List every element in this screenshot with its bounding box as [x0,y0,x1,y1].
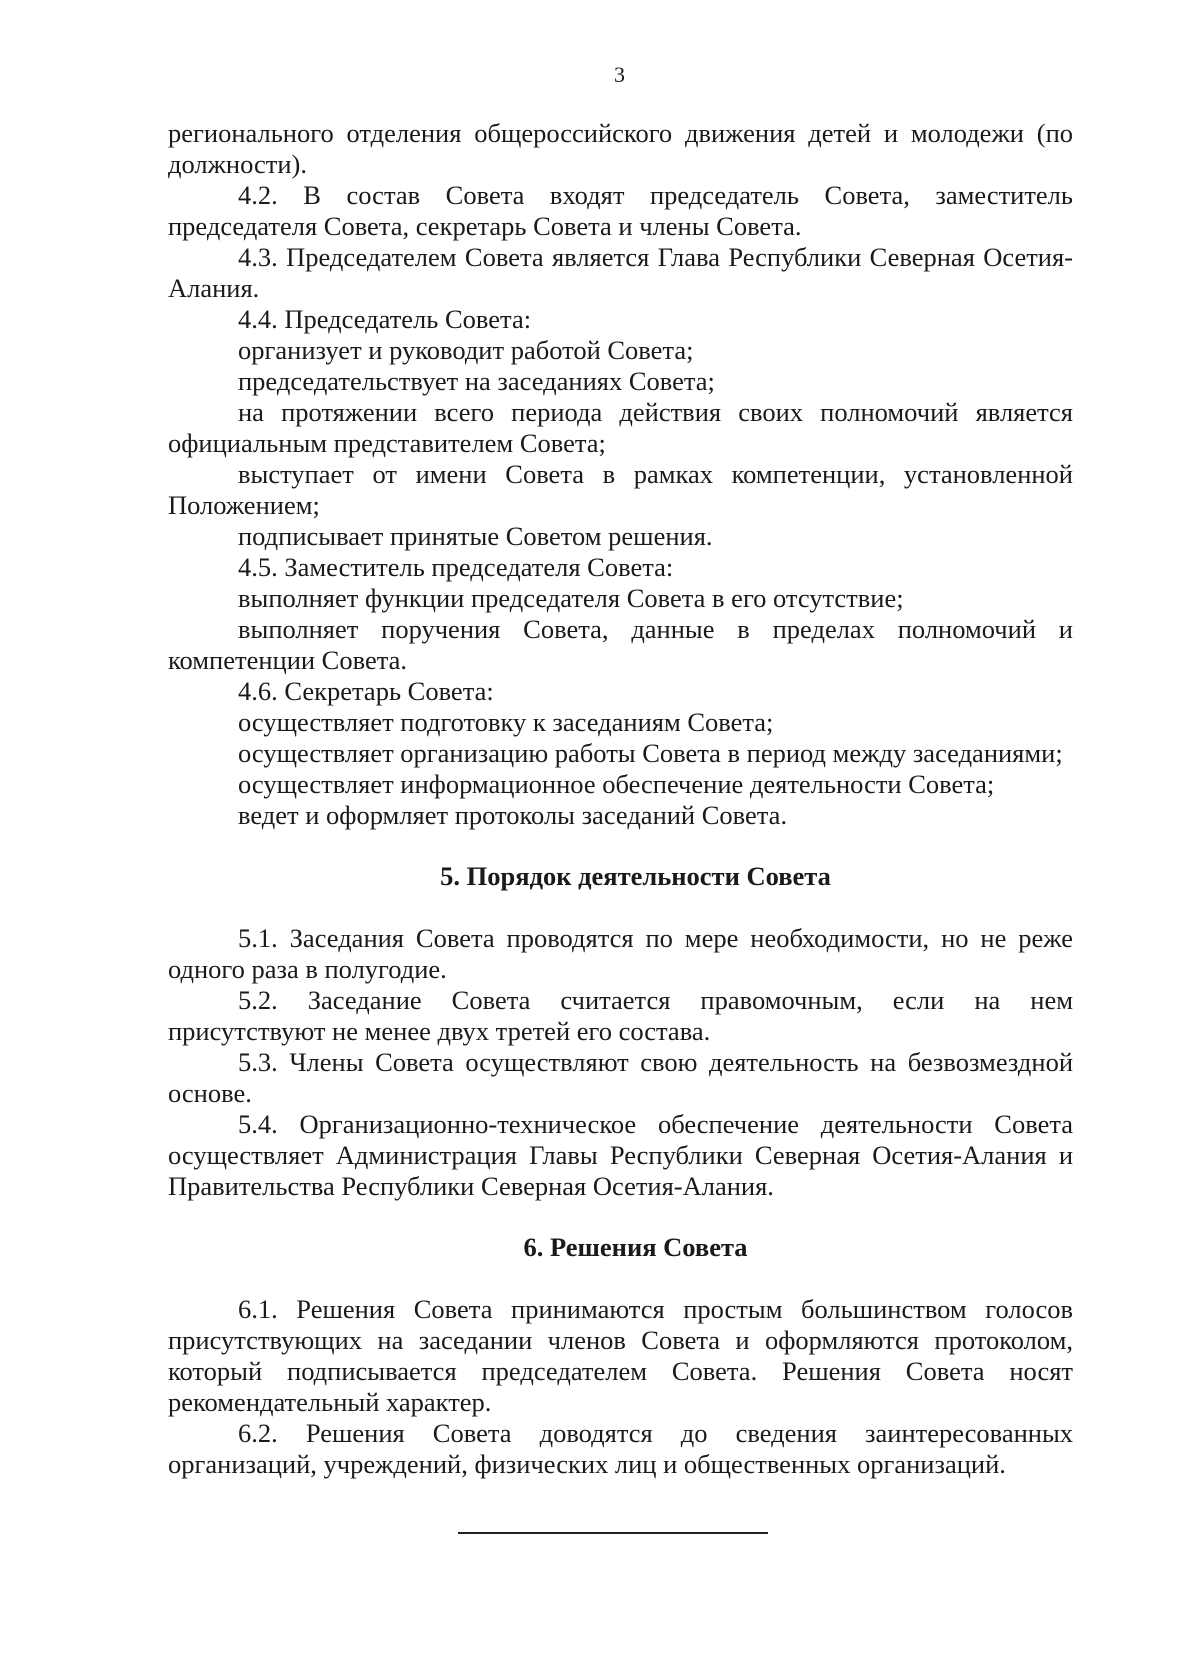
end-divider-line [458,1532,768,1534]
paragraph-4-4-item: организует и руководит работой Совета; [238,335,694,365]
paragraph-4-5-item: выполняет поручения Совета, данные в пределах полномочий и компетенции Совета. [168,614,1073,675]
paragraph-4-4: 4.4. Председатель Совета: [238,304,532,334]
section-6-heading: 6. Решения Совета [523,1232,748,1262]
paragraph-5-4: 5.4. Организационно-техническое обеспечение деятельности Совета осуществляет Администрация Главы Республики Северная Осетия-Алания и Правительства Республики Северная Осетия-Алания. [168,1109,1073,1201]
paragraph-4-5: 4.5. Заместитель председателя Совета: [238,552,674,582]
paragraph-4-4-item: подписывает принятые Советом решения. [238,521,713,551]
paragraph-4-4-item: председательствует на заседаниях Совета; [238,366,715,396]
paragraph-4-3: 4.3. Председателем Совета является Глава Республики Северная Осетия-Алания. [168,242,1073,303]
paragraph-continuation: регионального отделения общероссийского движения детей и молодежи (по должности). [168,118,1073,179]
paragraph-5-2: 5.2. Заседание Совета считается правомочным, если на нем присутствуют не менее двух третей его состава. [168,985,1073,1046]
section-5-heading: 5. Порядок деятельности Совета [440,861,831,891]
paragraph-4-5-item: выполняет функции председателя Совета в его отсутствие; [238,583,904,613]
paragraph-4-4-item: на протяжении всего периода действия своих полномочий является официальным представителем Совета; [168,397,1073,458]
paragraph-4-6-item: осуществляет подготовку к заседаниям Совета; [238,707,774,737]
paragraph-6-2: 6.2. Решения Совета доводятся до сведения заинтересованных организаций, учреждений, физических лиц и общественных организаций. [168,1418,1073,1479]
paragraph-4-6-item: ведет и оформляет протоколы заседаний Совета. [238,800,788,830]
paragraph-6-1: 6.1. Решения Совета принимаются простым большинством голосов присутствующих на заседании членов Совета и оформляются протоколом, который подписывается председателем Совета. Решения Совета носят рекомендательный характер. [168,1294,1073,1417]
paragraph-5-3: 5.3. Члены Совета осуществляют свою деятельность на безвозмездной основе. [168,1047,1073,1108]
paragraph-4-4-item: выступает от имени Совета в рамках компетенции, установленной Положением; [168,459,1073,520]
paragraph-5-1: 5.1. Заседания Совета проводятся по мере необходимости, но не реже одного раза в полугодие. [168,923,1073,984]
document-body [168,118,1073,1480]
paragraph-4-6-item: осуществляет информационное обеспечение деятельности Совета; [238,769,995,799]
paragraph-4-6: 4.6. Секретарь Совета: [238,676,494,706]
paragraph-4-2: 4.2. В состав Совета входят председатель Совета, заместитель председателя Совета, секретарь Совета и члены Совета. [168,180,1073,241]
page-number: 3 [614,62,626,87]
paragraph-4-6-item: осуществляет организацию работы Совета в период между заседаниями; [238,738,1063,768]
